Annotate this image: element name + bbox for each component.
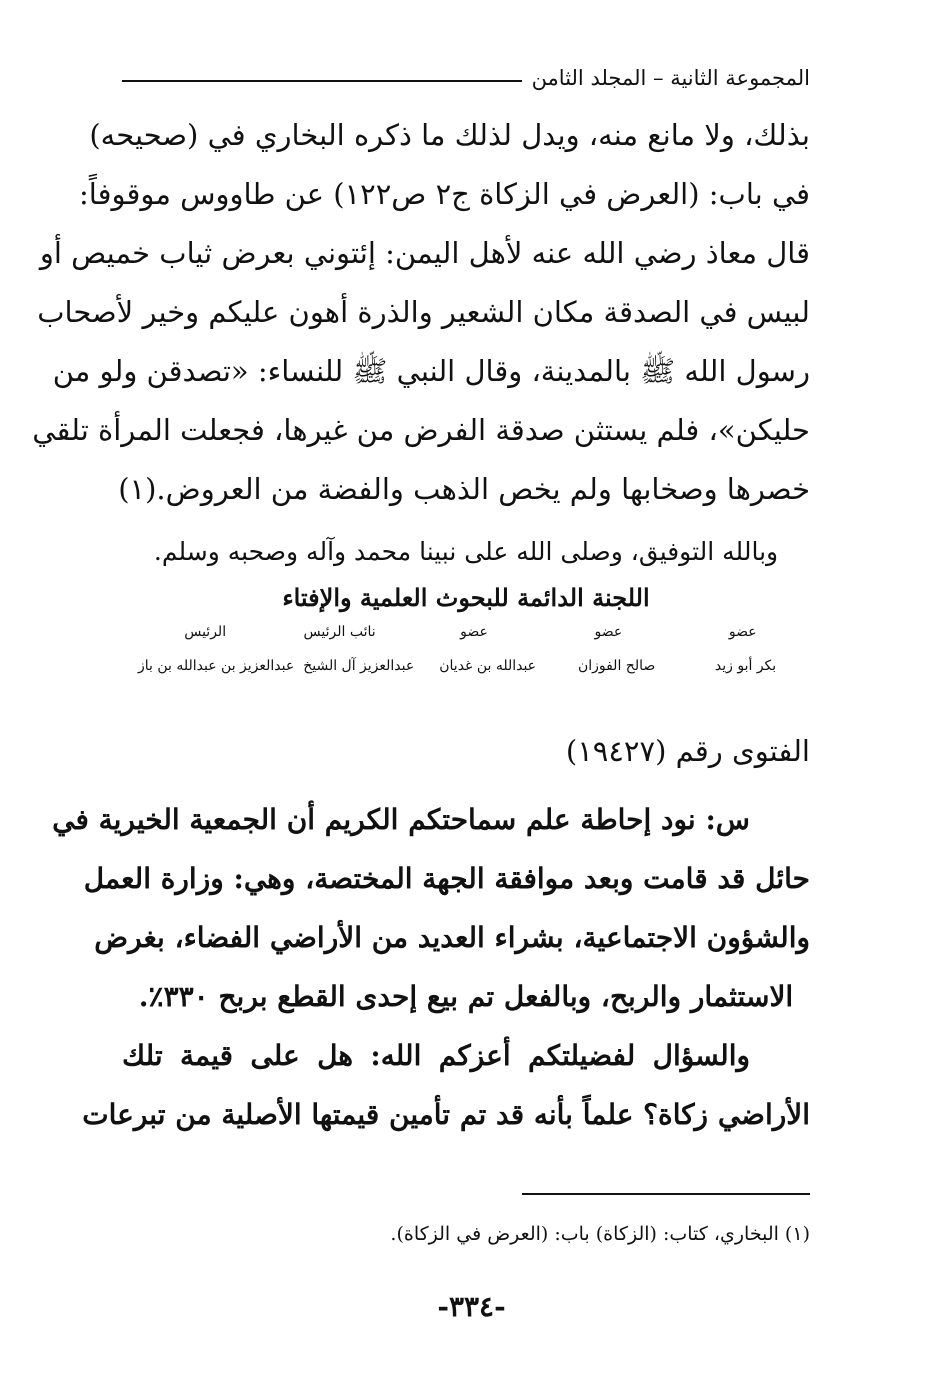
question-line: حائل قد قامت وبعد موافقة الجهة المختصة، وهي: وزارة العمل bbox=[83, 862, 810, 895]
signatory-names bbox=[138, 658, 810, 682]
question-text bbox=[52, 790, 810, 1144]
body-line: حليكن»، فلم يستثن صدقة الفرض من غيرها، فجعلت المرأة تلقي bbox=[32, 413, 810, 447]
question-line: الأراضي زكاة؟ علماً بأنه قد تم تأمين قيمتها الأصلية من تبرعات bbox=[82, 1098, 810, 1131]
signatory-roles bbox=[138, 624, 810, 648]
signatory-name: عبدالعزيز بن عبدالله بن باز bbox=[138, 658, 295, 674]
footnote-rule bbox=[522, 1193, 810, 1195]
page-number: -٣٣٤- bbox=[437, 1290, 506, 1323]
fatwa-number: الفتوى رقم (١٩٤٢٧) bbox=[565, 734, 810, 768]
question-line: والسؤال لفضيلتكم أعزكم الله: هل على قيمة تلك bbox=[122, 1039, 750, 1072]
body-line: قال معاذ رضي الله عنه لأهل اليمن: إئتوني بعرض ثياب خميص أو bbox=[39, 236, 810, 270]
body-line: بذلك، ولا مانع منه، ويدل لذلك ما ذكره البخاري في (صحيحه) bbox=[89, 118, 810, 152]
body-line: خصرها وصخابها ولم يخص الذهب والفضة من العروض.(١) bbox=[118, 472, 810, 506]
running-header bbox=[122, 58, 810, 98]
committee-name: اللجنة الدائمة للبحوث العلمية والإفتاء bbox=[282, 583, 650, 612]
footnote: (١) البخاري، كتاب: (الزكاة) باب: (العرض في الزكاة). bbox=[390, 1223, 810, 1245]
signatory-role: عضو bbox=[460, 624, 488, 640]
signatory-name: صالح الفوزان bbox=[577, 658, 656, 674]
signatory-role: عضو bbox=[728, 624, 757, 640]
header-title: المجموعة الثانية – المجلد الثامن bbox=[531, 66, 810, 90]
signatory-role: عضو bbox=[594, 624, 623, 640]
body-line: رسول الله ﷺ بالمدينة، وقال النبي ﷺ للنساء: «تصدقن ولو من bbox=[52, 354, 810, 388]
question-line: والشؤون الاجتماعية، بشراء العديد من الأراضي الفضاء، بغرض bbox=[94, 921, 810, 954]
signatory-role: نائب الرئيس bbox=[303, 624, 376, 640]
question-line: الاستثمار والربح، وبالفعل تم بيع إحدى القطع بربح ٣٣٠٪. bbox=[138, 980, 794, 1013]
body-line: في باب: (العرض في الزكاة ج٢ ص١٢٢) عن طاووس موقوفاً: bbox=[79, 177, 810, 211]
body-line: لبيس في الصدقة مكان الشعير والذرة أهون عليكم وخير لأصحاب bbox=[37, 295, 810, 329]
signatory-name: عبدالعزيز آل الشيخ bbox=[303, 658, 415, 674]
signatory-name: بكر أبو زيد bbox=[714, 658, 777, 674]
body-text bbox=[32, 106, 810, 519]
signatory-name: عبدالله بن غديان bbox=[439, 658, 537, 674]
question-line: س: نود إحاطة علم سماحتكم الكريم أن الجمعية الخيرية في bbox=[52, 803, 750, 836]
closing-prayer: وبالله التوفيق، وصلى الله على نبينا محمد وآله وصحبه وسلم. bbox=[153, 537, 779, 566]
header-rule bbox=[122, 80, 522, 82]
signatory-role: الرئيس bbox=[184, 624, 227, 640]
